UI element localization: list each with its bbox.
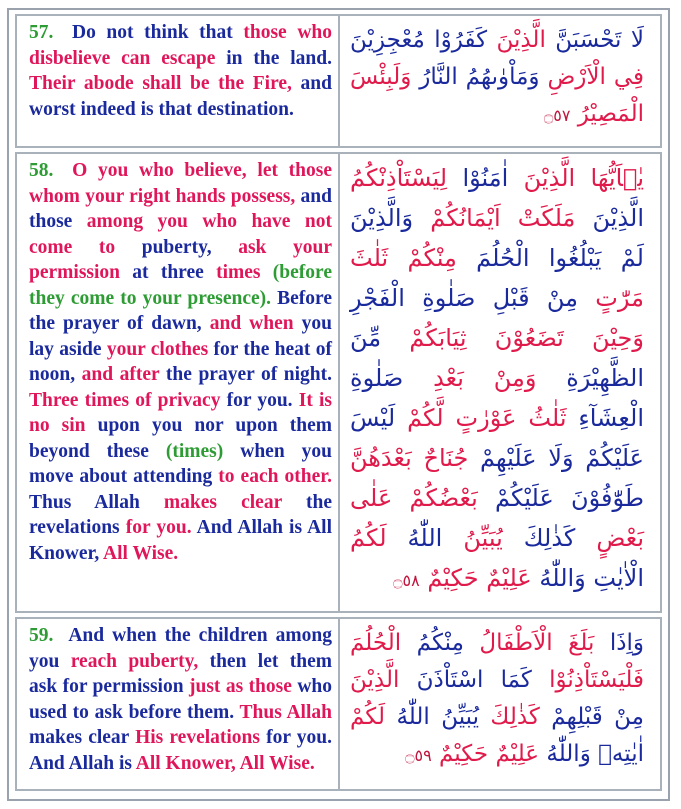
text-segment: لَيْسَ عَلَيْكُمْ وَلَا عَلَيْهِمْ [350,404,644,472]
text-segment: لَا تَحْسَبَنَّ [545,27,644,53]
text-segment: اللّٰهُ [386,524,443,552]
text-segment: مِنْكُمْ ثَلٰثَ مَرّٰتٍ [350,244,644,312]
english-text [29,160,332,564]
text-segment: الَّذِيْنَ [575,204,644,232]
text-segment: يُبَيِّنُ [442,524,503,552]
english-translation-58 [15,152,340,613]
text-segment: ثِيَابَكُمْ [381,324,467,352]
text-segment: فِي الْاَرْضِ [539,64,644,90]
text-segment: الْاٰيٰتِ وَاللّٰهُ [531,564,644,592]
text-segment: Thus Allah [239,701,332,723]
text-segment: the prayer of night. [159,364,332,385]
text-segment: makes clear [163,491,282,513]
text-segment: مِنْكُمُ [401,630,464,656]
text-segment: لَكُمُ [350,524,387,552]
english-text [29,22,332,120]
text-segment: (times) [165,440,224,462]
text-segment: عَلِيْمٌ حَكِيْمٌ [427,564,532,592]
text-segment: at three [120,262,217,283]
text-segment: مِنْ قَبْلِهِمْ [539,704,644,730]
text-segment: to each other. [218,466,332,487]
text-segment: for you. [220,389,299,411]
english-translation-57 [15,14,340,148]
english-text [29,625,332,774]
text-segment: then let them ask for permission [29,650,332,697]
text-segment: اٰيٰتِهٖ [590,741,644,767]
text-segment: وَحِيْنَ تَضَعُوْنَ [466,324,644,352]
text-segment: who used to ask before them. [29,676,332,723]
text-segment: طَوّٰفُوْنَ عَلَيْكُمْ [477,484,644,512]
text-segment: جُنَاحٌ بَعْدَهُنَّ [350,444,469,472]
arabic-text-59 [340,617,662,791]
text-segment: reach puberty, [70,650,199,672]
text-segment: مِنْ قَبْلِ صَلٰوةِ الْفَجْرِ [350,284,579,312]
text-segment: مَلَكَتْ اَيْمَانُكُمْ [413,204,576,232]
text-segment: for you. And Allah is [29,727,332,774]
text-segment: just as those [188,676,292,697]
text-segment: and worst indeed is that destination. [29,73,332,120]
text-segment: And when the children among you [29,625,332,672]
text-segment: It is no sin [29,389,332,436]
text-segment: الَّذِيْنَ [487,27,546,53]
text-segment: ثَلٰثُ عَوْرٰتٍ لَّكُمْ [395,404,567,432]
text-segment: الَّذِيْنَ [350,667,400,693]
text-segment: for you. [125,517,192,538]
text-segment: الْحُلُمَ [350,630,402,656]
text-segment: Before the prayer of dawn, [29,287,332,334]
arabic-text [350,630,644,767]
text-segment: كَفَرُوْا مُعْجِزِيْنَ [350,27,488,53]
text-segment: those who disbelieve can escape [29,22,332,69]
arabic-text-58 [340,152,662,613]
text-segment: your clothes [106,338,209,360]
verse-number: 59. [29,625,54,646]
ayah-end-marker: ۝٥٧ [543,106,571,125]
text-segment: لِيَسْتَاْذِنْكُمُ [350,164,448,192]
verse-row-58 [15,152,662,613]
text-segment: صَلٰوةِ الْعِشَآءِ [350,364,644,432]
verse-table [7,8,670,801]
text-segment: and when [209,313,294,334]
text-segment: among you who have not come to [29,211,332,258]
text-segment: وَمَاْوٰىهُمُ النَّارُ [411,64,540,90]
text-segment: اٰمَنُوْا [447,164,509,192]
text-segment: لَكُمْ [350,704,386,730]
text-segment: the revelations [29,491,332,538]
ayah-end-marker: ۝٥٩ [405,746,432,765]
text-segment: ask your permission [29,236,332,283]
text-segment: Thus Allah [29,491,164,513]
text-segment: كَذٰلِكَ [502,524,576,552]
verse-row-59 [15,617,662,791]
verse-number: 58. [29,160,54,181]
text-segment: you lay aside [29,313,332,360]
text-segment: times [216,262,261,283]
text-segment: بَعْضُكُمْ عَلٰى بَعْضٍ [350,484,644,552]
text-segment: All Knower, All Wise. [135,752,315,774]
text-segment: And Allah is All Knower, [29,517,332,564]
text-segment: makes clear [29,727,136,748]
text-segment: for the heat of noon, [29,338,332,385]
text-segment: وَالَّذِيْنَ لَمْ يَبْلُغُوا الْحُلُمَ [350,204,644,272]
text-segment: مِّنَ الظَّهِيْرَةِ [350,324,645,392]
text-segment: when you move about attending [29,440,332,487]
text-segment: بَلَغَ الْاَطْفَالُ [463,630,595,656]
text-segment: يُبَيِّنُ اللّٰهُ [385,704,480,730]
text-segment: and after [81,364,160,385]
text-segment: His revelations [135,727,260,748]
verse-row-57 [15,14,662,148]
text-segment: وَاِذَا [594,630,644,656]
arabic-text [350,164,644,592]
text-segment: your right hands possess, [85,185,296,207]
text-segment: يٰۤاَيُّهَا الَّذِيْنَ [508,164,644,192]
text-segment: upon you nor upon them beyond these [29,415,332,462]
text-segment: وَاللّٰهُ [539,741,591,767]
text-segment: كَذٰلِكَ [479,704,540,730]
text-segment: in the land. [215,47,332,69]
english-translation-59 [15,617,340,791]
ayah-end-marker: ۝٥٨ [393,571,420,590]
text-segment: وَلَبِئْسَ الْمَصِيْرُ [350,64,644,127]
text-segment: Do not think that [71,22,244,43]
text-segment: Three times of privacy [29,389,221,411]
text-segment: O you who believe, let those whom [29,160,333,207]
text-segment: عَلِيْمٌ حَكِيْمٌ [438,741,540,767]
text-segment: كَمَا اسْتَاْذَنَ [399,667,532,693]
text-segment: and those [29,185,332,232]
text-segment: puberty, [115,236,239,258]
text-segment: وَمِنْ بَعْدِ [403,364,537,392]
text-segment: All Wise. [103,542,179,564]
text-segment: Their abode shall be the Fire, [29,73,292,94]
text-segment: فَلْيَسْتَاْذِنُوْا [531,667,644,693]
verse-number: 57. [29,22,54,43]
text-segment: (before they come to your presence). [29,262,332,309]
arabic-text-57 [340,14,662,148]
arabic-text [350,27,644,127]
